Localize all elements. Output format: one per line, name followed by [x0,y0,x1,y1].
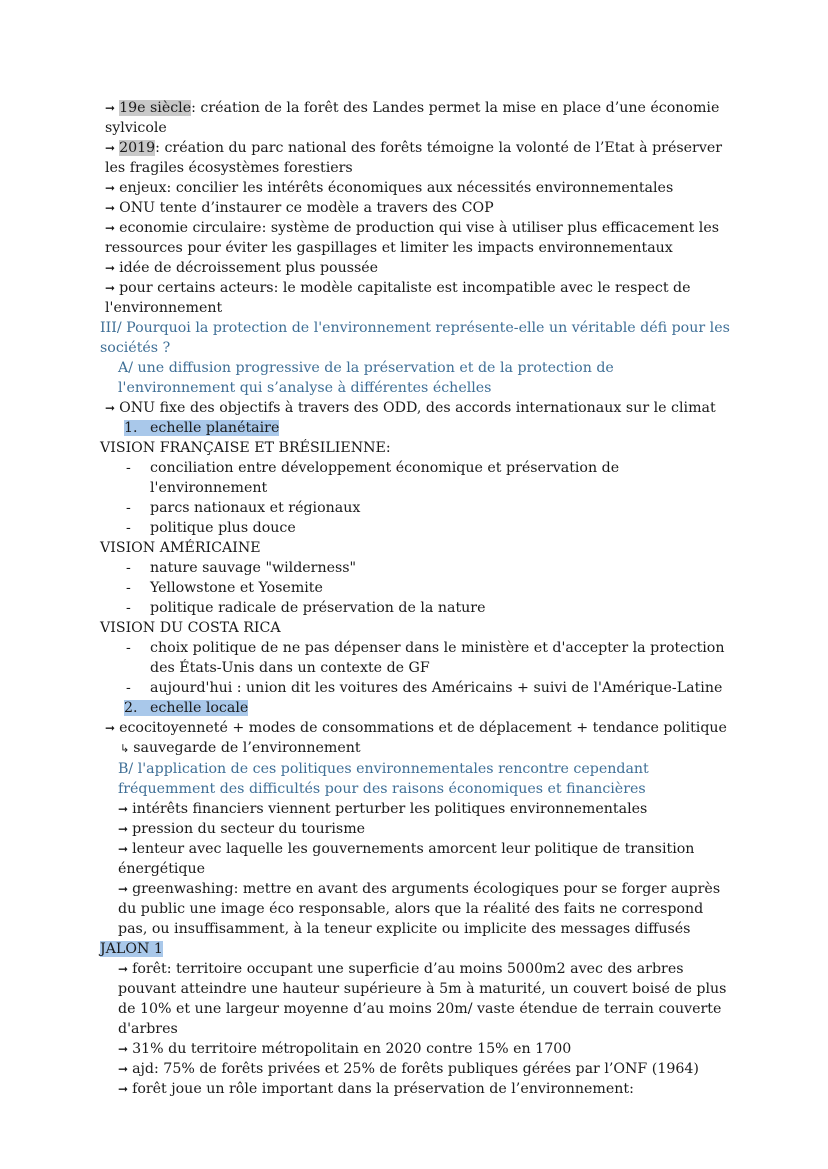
dash-marker: - [126,560,131,576]
plain-line [100,538,730,558]
bullet-line [100,98,730,138]
arrow-icon: ➞ [105,261,116,275]
item-text: choix politique de ne pas dépenser dans le ministère et d'accepter la protection des États-Unis dans un contexte de GF [150,640,725,676]
arrow-icon: ➞ [105,101,116,115]
line-text: : création de la forêt des Landes permet la mise en place d’une économie sylvicole [105,100,720,136]
bullet-line [100,218,730,258]
arrow-icon: ➞ [118,1062,129,1076]
arrow-icon: ➞ [118,882,129,896]
line-text: sauvegarde de l’environnement [133,740,361,756]
item-text: Yellowstone et Yosemite [150,580,323,596]
subsection-heading [100,759,730,799]
dash-list-item [100,458,730,498]
bullet-line [100,839,730,879]
dash-marker: - [126,640,131,656]
dash-marker: - [126,520,131,536]
arrow-icon: ➞ [105,281,116,295]
item-text: echelle locale [150,700,249,716]
item-text: echelle planétaire [150,420,280,436]
line-text: pour certains acteurs: le modèle capitaliste est incompatible avec le respect de l'environnement [105,280,691,316]
jalon-label [100,939,730,959]
dash-marker: - [126,500,131,516]
item-text: aujourd'hui : union dit les voitures des Américains + suivi de l'Amérique-Latine [150,680,723,696]
dash-list-item [100,598,730,618]
bullet-line [100,1039,730,1059]
bullet-line [100,178,730,198]
arrow-icon: ➞ [105,401,116,415]
arrow-icon: ➞ [118,1042,129,1056]
bullet-line [100,718,730,738]
plain-line [100,618,730,638]
line-text: VISION AMÉRICAINE [100,540,261,556]
line-text: ONU tente d’instaurer ce modèle a travers des COP [119,200,494,216]
bullet-line [100,278,730,318]
bullet-line [100,1079,730,1099]
subsection-heading [100,358,730,398]
arrow-icon: ➞ [105,221,116,235]
numbered-item [100,698,730,718]
bullet-line [100,819,730,839]
arrow-icon: ➞ [118,822,129,836]
line-text: pression du secteur du tourisme [132,821,366,837]
line-text: lenteur avec laquelle les gouvernements amorcent leur politique de transition énergétique [118,841,695,877]
item-number: 2. [124,700,138,716]
line-text: ecocitoyenneté + modes de consommations et de déplacement + tendance politique [119,720,727,736]
bullet-line [100,799,730,819]
label-text: JALON 1 [100,941,163,957]
dash-marker: - [126,600,131,616]
arrow-icon: ➞ [118,802,129,816]
numbered-label [124,420,279,436]
bullet-line [100,879,730,939]
arrow-icon: ➞ [105,721,116,735]
line-text: VISION FRANÇAISE ET BRÉSILIENNE: [100,440,391,456]
item-text: politique plus douce [150,520,296,536]
dash-list-item [100,638,730,678]
arrow-icon: ➞ [105,141,116,155]
line-text: intérêts financiers viennent perturber les politiques environnementales [132,801,648,817]
dash-list-item [100,518,730,538]
numbered-label [124,700,248,716]
line-text: economie circulaire: système de production qui vise à utiliser plus efficacement les ressources pour éviter les gaspillages et limiter les impacts environnementaux [105,220,720,256]
highlighted-term: 2019 [119,140,156,156]
bullet-line [100,398,730,418]
arrow-icon: ➞ [118,1082,129,1096]
section-heading [100,318,730,358]
dash-list-item [100,558,730,578]
line-text: 31% du territoire métropolitain en 2020 contre 15% en 1700 [132,1041,572,1057]
line-text: forêt joue un rôle important dans la préservation de l’environnement: [132,1081,634,1097]
numbered-item [100,418,730,438]
bullet-line [100,258,730,278]
arrow-icon: ➞ [105,181,116,195]
line-text: greenwashing: mettre en avant des arguments écologiques pour se forger auprès du public une image éco responsable, alors que la réalité des faits ne correspond pas, ou insuffisamment, à la teneur explicite ou implicite des messages diffusés [118,881,721,937]
heading-text: A/ une diffusion progressive de la préservation et de la protection de l'environnement qui s’analyse à différentes échelles [118,360,614,396]
heading-text: B/ l'application de ces politiques environnementales rencontre cependant fréquemment des difficultés pour des raisons économiques et financières [118,761,649,797]
arrow-icon: ➞ [105,201,116,215]
bullet-line [100,959,730,1039]
dash-list-item [100,578,730,598]
dash-marker: - [126,680,131,696]
dash-list-item [100,498,730,518]
line-text: ajd: 75% de forêts privées et 25% de forêts publiques gérées par l’ONF (1964) [132,1061,699,1077]
line-text: : création du parc national des forêts témoigne la volonté de l’Etat à préserver les fragiles écosystèmes forestiers [105,140,723,176]
dash-marker: - [126,580,131,596]
bullet-line [100,1059,730,1079]
item-text: politique radicale de préservation de la nature [150,600,486,616]
dash-marker: - [126,460,131,476]
heading-text: III/ Pourquoi la protection de l'environnement représente-elle un véritable défi pour les sociétés ? [100,320,730,356]
bullet-line [100,138,730,178]
item-text: conciliation entre développement économique et préservation de l'environnement [150,460,620,496]
item-number: 1. [124,420,138,436]
sub-bullet-line [100,738,730,759]
line-text: forêt: territoire occupant une superficie d’au moins 5000m2 avec des arbres pouvant atteindre une hauteur supérieure à 5m à maturité, un couvert boisé de plus de 10% et une largeur moyenne d’au moins 20m/ vaste étendue de terrain couverte d'arbres [118,961,727,1037]
line-text: enjeux: concilier les intérêts économiques aux nécessités environnementales [119,180,674,196]
line-text: idée de décroissement plus poussée [119,260,379,276]
dash-list-item [100,678,730,698]
line-text: ONU fixe des objectifs à travers des ODD, des accords internationaux sur le climat [119,400,716,416]
plain-line [100,438,730,458]
item-text: nature sauvage "wilderness" [150,560,357,576]
arrow-icon: ➞ [118,842,129,856]
notes-body [100,98,730,1099]
line-text: VISION DU COSTA RICA [100,620,281,636]
return-arrow-icon: ↳ [120,742,130,755]
bullet-line [100,198,730,218]
arrow-icon: ➞ [118,962,129,976]
item-text: parcs nationaux et régionaux [150,500,361,516]
highlighted-term: 19e siècle [119,100,192,116]
